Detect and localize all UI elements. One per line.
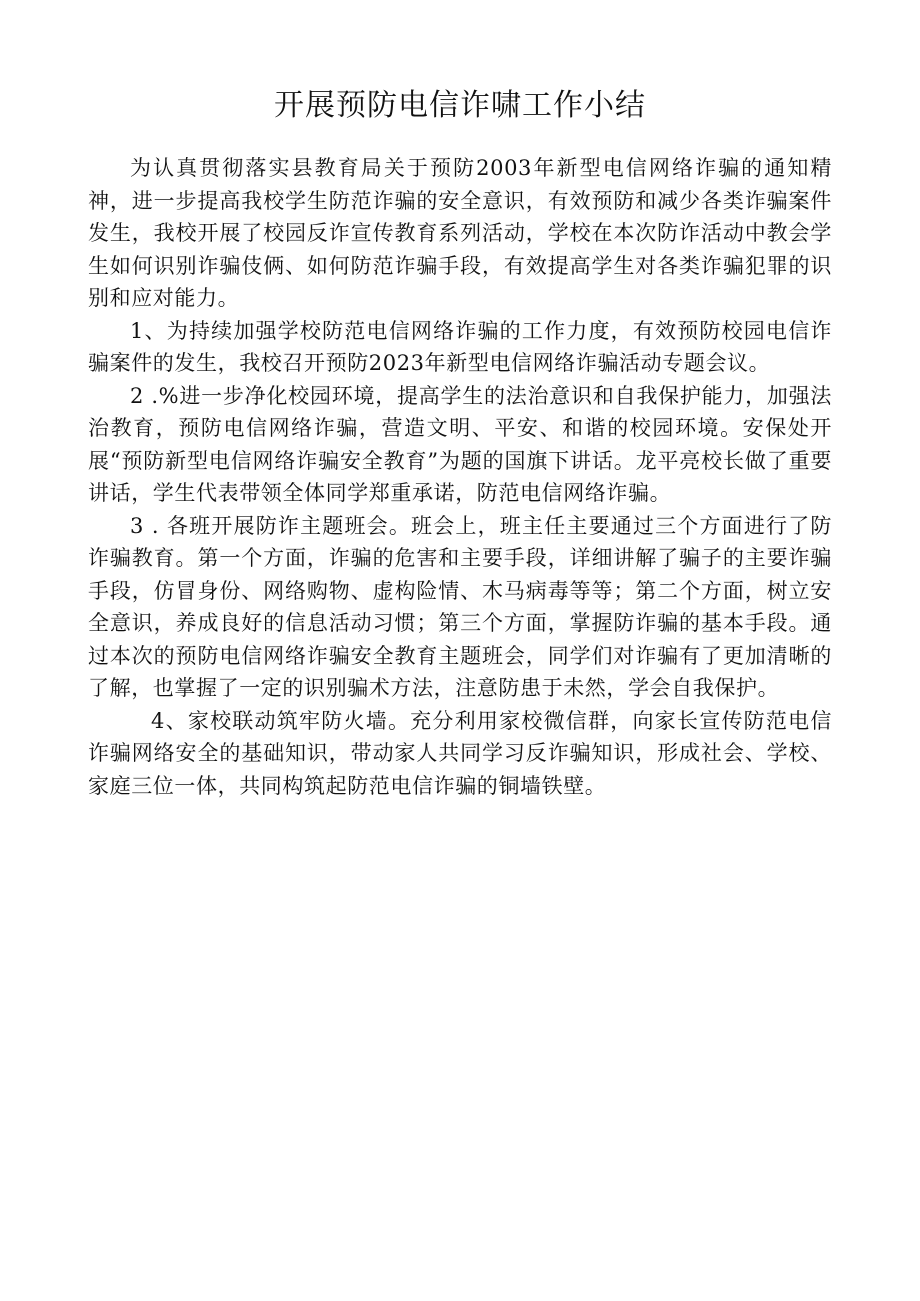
paragraph-item-3: 3 . 各班开展防诈主题班会。班会上，班主任主要通过三个方面进行了防诈骗教育。第一个方面，诈骗的危害和主要手段，详细讲解了骗子的主要诈骗手段，仿冒身份、网络购物、虚构险情、木马病毒等等；第二个方面，树立安全意识，养成良好的信息活动习惯；第三个方面，掌握防诈骗的基本手段。通过本次的预防电信网络诈骗安全教育主题班会，同学们对诈骗有了更加清晰的了解，也掌握了一定的识别骗术方法，注意防患于未然，学会自我保护。 <box>88 513 832 700</box>
document-body <box>88 152 832 802</box>
paragraph-item-2: 2 .%进一步净化校园环境，提高学生的法治意识和自我保护能力，加强法治教育，预防电信网络诈骗，营造文明、平安、和谐的校园环境。安保处开展“预防新型电信网络诈骗安全教育”为题的国旗下讲话。龙平亮校长做了重要讲话，学生代表带领全体同学郑重承诺，防范电信网络诈骗。 <box>88 383 832 505</box>
paragraph-item-1: 1、为持续加强学校防范电信网络诈骗的工作力度，有效预防校园电信诈骗案件的发生，我校召开预防2023年新型电信网络诈骗活动专题会议。 <box>88 318 832 375</box>
document-title: 开展预防电信诈啸工作小结 <box>274 88 646 123</box>
paragraph-intro: 为认真贯彻落实县教育局关于预防2003年新型电信网络诈骗的通知精神，进一步提高我校学生防范诈骗的安全意识，有效预防和减少各类诈骗案件发生，我校开展了校园反诈宣传教育系列活动，学校在本次防诈活动中教会学生如何识别诈骗伎俩、如何防范诈骗手段，有效提高学生对各类诈骗犯罪的识别和应对能力。 <box>88 156 832 310</box>
paragraph-item-4: 4、家校联动筑牢防火墙。充分利用家校微信群，向家长宣传防范电信诈骗网络安全的基础知识，带动家人共同学习反诈骗知识，形成社会、学校、家庭三位一体，共同构筑起防范电信诈骗的铜墙铁壁。 <box>88 708 832 798</box>
